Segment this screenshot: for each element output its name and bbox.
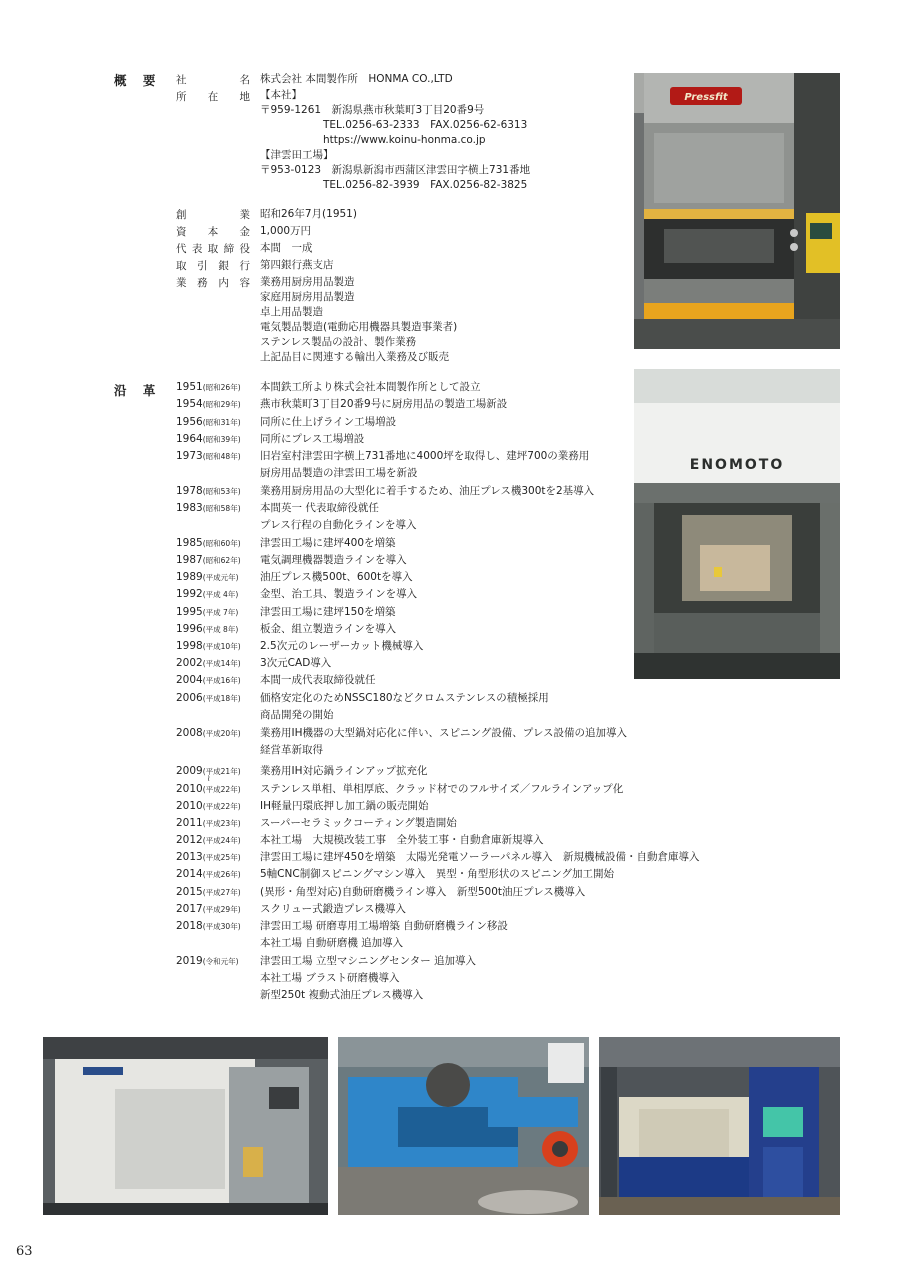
history-era: (昭和39年): [202, 435, 241, 444]
address-head-office-tel: TEL.0256-63-2333 FAX.0256-62-6313: [260, 119, 528, 131]
history-year: [176, 783, 241, 795]
history-year: [176, 886, 241, 898]
press-brand-text: ENOMOTO: [689, 457, 785, 473]
history-event: 旧岩室村津雲田字横上731番地に4000坪を取得し、建坪700の業務用: [260, 450, 590, 462]
history-event: 商品開発の開始: [260, 709, 334, 721]
history-year-number: 2010: [176, 783, 203, 795]
history-era: (平成14年): [202, 659, 241, 668]
history-year: [176, 868, 241, 880]
history-year-number: 1985: [176, 537, 203, 549]
history-year: [176, 485, 241, 497]
history-year-number: 2017: [176, 903, 203, 915]
label-address: 所 在 地: [176, 91, 250, 103]
history-event: 油圧プレス機500t、600tを導入: [260, 571, 413, 583]
history-year-number: 2004: [176, 674, 203, 686]
history-era: (平成22年): [202, 785, 241, 794]
history-year-number: 1951: [176, 381, 203, 393]
page-number: 63: [16, 1244, 33, 1259]
machining-center-photo: [43, 1037, 328, 1215]
address-factory-label: 【津雲田工場】: [260, 149, 334, 161]
history-year-number: 2010: [176, 800, 203, 812]
value-capital: 1,000万円: [260, 225, 312, 237]
history-era: (平成20年): [202, 729, 241, 738]
overview-heading: 概 要: [114, 73, 162, 88]
history-year: [176, 450, 241, 462]
history-year-number: 1992: [176, 588, 203, 600]
history-year: [176, 834, 241, 846]
history-year: [176, 416, 241, 428]
value-representative: 本間 一成: [260, 242, 313, 254]
history-event: 業務用厨房用品の大型化に着手するため、油圧プレス機300tを2基導入: [260, 485, 595, 497]
history-year: [176, 398, 241, 410]
history-year-number: 1987: [176, 554, 203, 566]
history-era: (平成25年): [202, 853, 241, 862]
history-era: (平成27年): [202, 888, 241, 897]
history-era: (平成 8年): [202, 625, 239, 634]
history-event: 本間鉄工所より株式会社本間製作所として設立: [260, 381, 481, 393]
value-bank: 第四銀行燕支店: [260, 259, 334, 271]
history-era: (昭和48年): [202, 452, 241, 461]
spinning-machine-photo: [338, 1037, 589, 1215]
history-era: (昭和29年): [202, 400, 241, 409]
press-logo-text: Pressfit: [684, 92, 728, 103]
history-event: 同所に仕上げライン工場増設: [260, 416, 397, 428]
history-year-number: 2009: [176, 765, 203, 777]
label-company-name: 社 名: [176, 74, 250, 86]
history-year-number: 2011: [176, 817, 203, 829]
history-year-number: 2006: [176, 692, 203, 704]
history-event: 燕市秋葉町3丁目20番9号に厨房用品の製造工場新設: [260, 398, 508, 410]
history-year: [176, 920, 241, 932]
history-year-number: 1954: [176, 398, 203, 410]
history-year-number: 2018: [176, 920, 203, 932]
laser-cutter-photo: [599, 1037, 840, 1215]
history-event: 新型250t 複動式油圧プレス機導入: [260, 989, 424, 1001]
history-era: (平成 7年): [202, 608, 239, 617]
history-year: [176, 537, 241, 549]
address-website: https://www.koinu-honma.co.jp: [260, 134, 486, 146]
history-event: 津雲田工場に建坪450を増築 太陽光発電ソーラーパネル導入 新規機械設備・自動倉庫導入: [260, 851, 700, 863]
history-era: (昭和60年): [202, 539, 241, 548]
label-business: 業 務 内 容: [176, 277, 250, 289]
press-machine-photo-1: [634, 73, 840, 349]
history-era: (平成23年): [202, 819, 241, 828]
history-event: 津雲田工場 立型マシニングセンター 追加導入: [260, 955, 477, 967]
address-factory-tel: TEL.0256-82-3939 FAX.0256-82-3825: [260, 179, 528, 191]
history-event: 板金、組立製造ラインを導入: [260, 623, 397, 635]
history-era: (昭和31年): [202, 418, 241, 427]
history-year: [176, 903, 241, 915]
history-era: (平成18年): [202, 694, 241, 703]
history-year: [176, 640, 241, 652]
history-heading: 沿 革: [114, 383, 162, 398]
value-founded: 昭和26年7月(1951): [260, 208, 357, 220]
history-year-number: 1995: [176, 606, 203, 618]
history-event: スクリュー式鍛造プレス機導入: [260, 903, 406, 915]
history-event: 本社工場 自動研磨機 追加導入: [260, 937, 404, 949]
history-era: (平成22年): [202, 802, 241, 811]
history-year: [176, 817, 241, 829]
history-era: (平成24年): [202, 836, 241, 845]
history-year-number: 2019: [176, 955, 203, 967]
history-era: (平成30年): [202, 922, 241, 931]
history-year: [176, 554, 241, 566]
history-event: 本間英一 代表取締役就任: [260, 502, 379, 514]
history-event: 本社工場 ブラスト研磨機導入: [260, 972, 400, 984]
history-era: (平成29年): [202, 905, 241, 914]
history-era: (昭和26年): [202, 383, 241, 392]
history-year-number: 2012: [176, 834, 203, 846]
history-year-number: 1998: [176, 640, 203, 652]
history-event: 経営革新取得: [260, 744, 323, 756]
value-address: [260, 88, 530, 193]
label-capital: 資 本 金: [176, 226, 250, 238]
history-year-number: 2002: [176, 657, 203, 669]
history-event: プレス行程の自動化ラインを導入: [260, 519, 417, 531]
history-year: [176, 800, 241, 812]
history-year: [176, 502, 241, 514]
value-business: [260, 275, 457, 365]
history-era: (平成16年): [202, 676, 241, 685]
history-year-number: 1964: [176, 433, 203, 445]
label-bank: 取 引 銀 行: [176, 260, 250, 272]
address-head-office-label: 【本社】: [260, 89, 302, 101]
business-item: 家庭用厨房用品製造: [260, 291, 355, 303]
history-event: 金型、治工具、製造ラインを導入: [260, 588, 418, 600]
history-event: 津雲田工場 研磨専用工場増築 自動研磨機ライン移設: [260, 920, 508, 932]
history-year: [176, 606, 238, 618]
history-event: 同所にプレス工場増設: [260, 433, 365, 445]
business-item: 上記品目に関連する輸出入業務及び販売: [260, 351, 449, 363]
history-event: 2.5次元のレーザーカット機械導入: [260, 640, 424, 652]
history-year-number: 2008: [176, 727, 203, 739]
history-year-number: 1978: [176, 485, 203, 497]
history-year-number: 2015: [176, 886, 203, 898]
history-year-number: 1956: [176, 416, 203, 428]
history-era: (平成元年): [202, 573, 239, 582]
history-era: (平成21年): [202, 767, 241, 776]
history-event: スーパーセラミックコーティング製造開始: [260, 817, 457, 829]
history-event: 電気調理機器製造ラインを導入: [260, 554, 407, 566]
history-year: [176, 851, 241, 863]
history-era: (令和元年): [202, 957, 239, 966]
history-year: [176, 588, 238, 600]
history-year: [176, 727, 241, 739]
history-era: (平成26年): [202, 870, 241, 879]
history-event: 津雲田工場に建坪400を増築: [260, 537, 396, 549]
history-event: 業務用IH機器の大型鍋対応化に伴い、スピニング設備、プレス設備の追加導入: [260, 727, 628, 739]
history-event: ステンレス単相、単相厚底、クラッド材でのフルサイズ／フルラインアップ化: [260, 783, 624, 795]
history-year-number: 1989: [176, 571, 203, 583]
history-event: 本社工場 大規模改装工事 全外装工事・自動倉庫新規導入: [260, 834, 544, 846]
history-year: [176, 623, 238, 635]
history-year: [176, 657, 241, 669]
business-item: 業務用厨房用品製造: [260, 276, 355, 288]
history-year-number: 1983: [176, 502, 203, 514]
history-event: 業務用IH対応鍋ラインアップ拡充化: [260, 765, 428, 777]
history-event: 価格安定化のためNSSC180などクロムステンレスの積極採用: [260, 692, 549, 704]
history-event: (異形・角型対応)自動研磨機ライン導入 新型500t油圧プレス機導入: [260, 886, 586, 898]
history-year-number: 2014: [176, 868, 203, 880]
history-event: 5軸CNC制御スピニングマシン導入 異型・角型形状のスピニング加工開始: [260, 868, 615, 880]
history-event: 厨房用品製造の津雲田工場を新設: [260, 467, 418, 479]
history-year: [176, 433, 241, 445]
history-era: (昭和53年): [202, 487, 241, 496]
address-head-office: 〒959-1261 新潟県燕市秋葉町3丁目20番9号: [260, 104, 485, 116]
history-year: [176, 381, 241, 393]
press-machine-photo-2: [634, 369, 840, 679]
history-era: (昭和62年): [202, 556, 241, 565]
business-item: ステンレス製品の設計、製作業務: [260, 336, 417, 348]
history-event: 本間一成代表取締役就任: [260, 674, 376, 686]
history-era: (平成 4年): [202, 590, 239, 599]
history-year-number: 1973: [176, 450, 203, 462]
history-year: [176, 955, 239, 967]
history-era: (平成10年): [202, 642, 241, 651]
year-range-mark: ≀: [207, 774, 211, 784]
history-year: [176, 692, 241, 704]
history-year: [176, 571, 239, 583]
value-company-name: 株式会社 本間製作所 HONMA CO.,LTD: [260, 73, 453, 85]
history-era: (昭和58年): [202, 504, 241, 513]
history-event: 津雲田工場に建坪150を増築: [260, 606, 396, 618]
history-year-number: 1996: [176, 623, 203, 635]
business-item: 卓上用品製造: [260, 306, 323, 318]
label-founded: 創 業: [176, 209, 250, 221]
business-item: 電気製品製造(電動応用機器具製造事業者): [260, 321, 458, 333]
label-representative: 代 表 取 締 役: [176, 243, 250, 255]
history-event: IH軽量円環底押し加工鍋の販売開始: [260, 800, 429, 812]
history-event: 3次元CAD導入: [260, 657, 332, 669]
history-year-number: 2013: [176, 851, 203, 863]
address-factory: 〒953-0123 新潟県新潟市西蒲区津雲田字横上731番地: [260, 164, 531, 176]
history-year: [176, 674, 241, 686]
